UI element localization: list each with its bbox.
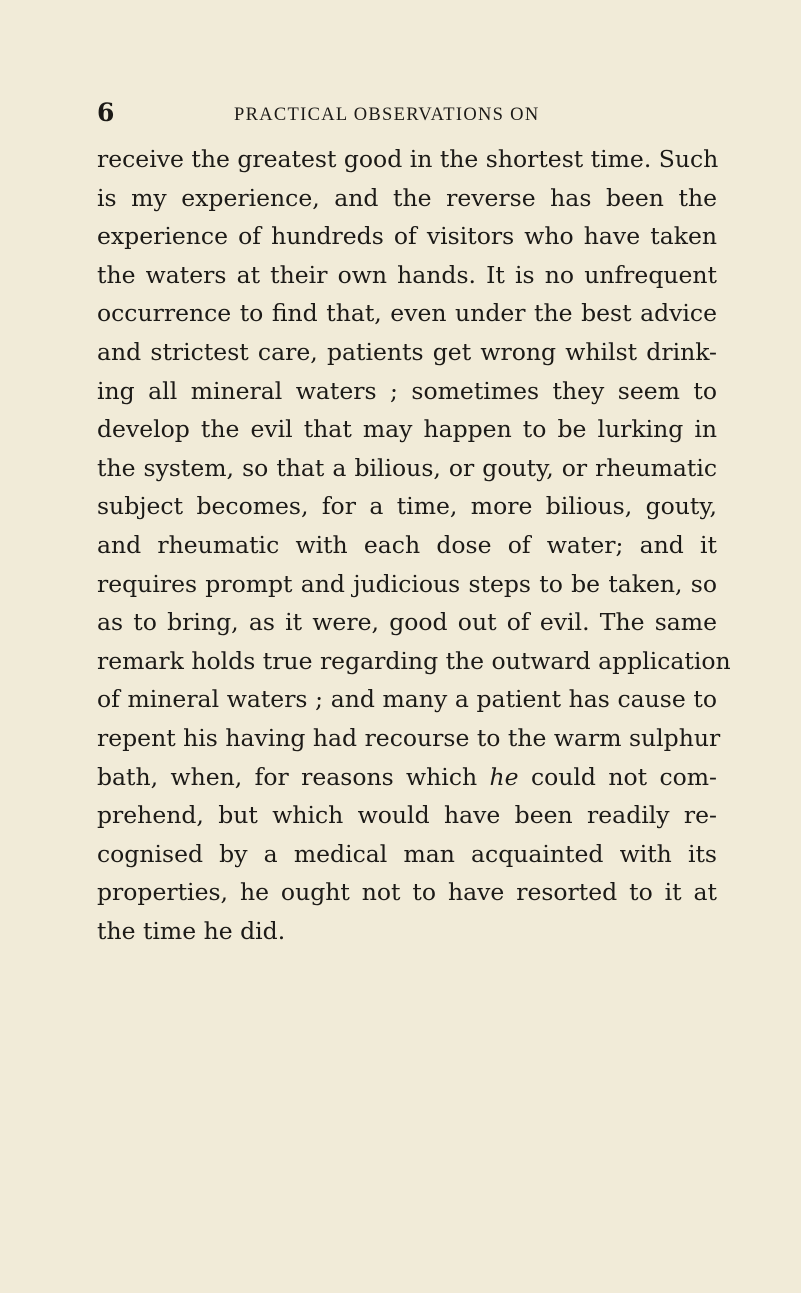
text-line: and rheumatic with each dose of water; and it [97, 530, 717, 559]
text-line: as to bring, as it were, good out of evil. The same [97, 608, 717, 637]
running-title: PRACTICAL OBSERVATIONS ON [234, 105, 540, 125]
text-segment: could not com- [518, 762, 717, 791]
text-line: properties, he ought not to have resorted to it at [97, 878, 717, 907]
text-line: occurrence to find that, even under the best advice [97, 299, 717, 328]
text-line: requires prompt and judicious steps to be taken, so [97, 569, 717, 598]
text-line: develop the evil that may happen to be lurking in [97, 415, 717, 444]
text-line: cognised by a medical man acquainted with its [97, 839, 717, 868]
text-line: is my experience, and the reverse has been the [97, 183, 717, 212]
text-line: repent his having had recourse to the warm sulphur [97, 723, 721, 752]
text-line-with-italic [97, 758, 717, 797]
text-line: the system, so that a bilious, or gouty, or rheumatic [97, 453, 717, 482]
text-line: the time he did. [97, 916, 286, 945]
text-line: the waters at their own hands. It is no unfrequent [97, 260, 717, 289]
page-number: 6 [97, 98, 115, 127]
text-line: prehend, but which would have been readily re- [97, 801, 717, 830]
text-line: and strictest care, patients get wrong whilst drink- [97, 337, 717, 366]
text-line: remark holds true regarding the outward application [97, 646, 731, 675]
running-head [0, 96, 801, 130]
body-paragraph [97, 140, 731, 950]
text-line: subject becomes, for a time, more bilious, gouty, [97, 492, 717, 521]
text-line: receive the greatest good in the shortest time. Such [97, 145, 719, 173]
text-line: ing all mineral waters ; sometimes they seem to [97, 376, 717, 405]
text-line: of mineral waters ; and many a patient has cause to [97, 685, 717, 714]
text-line: experience of hundreds of visitors who have taken [97, 222, 717, 251]
italic-word: he [489, 762, 519, 791]
text-segment: bath, when, for reasons which [97, 762, 490, 791]
